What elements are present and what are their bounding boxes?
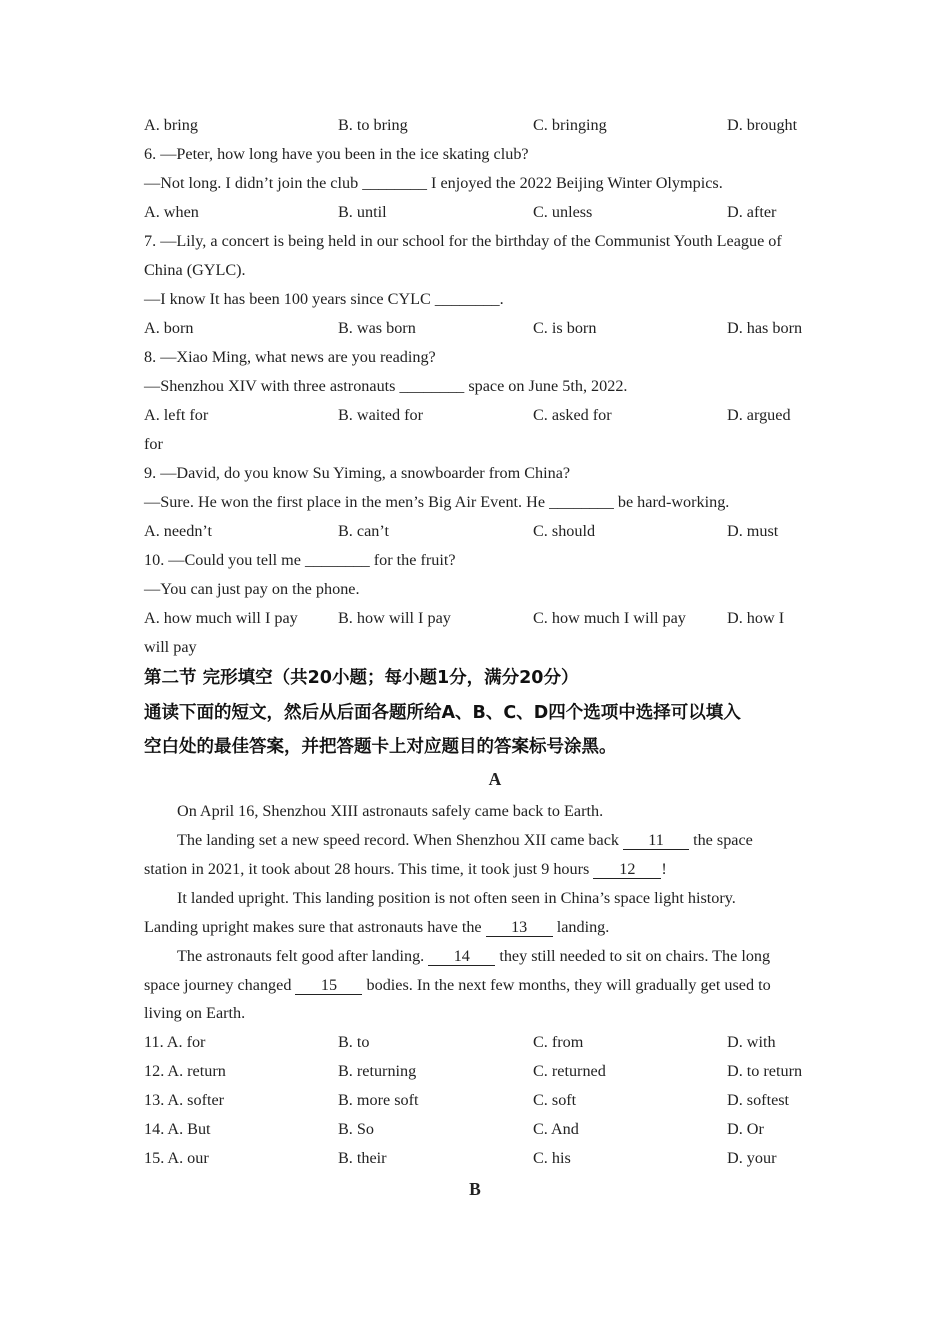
q5-option-a[interactable]: A. bring <box>144 116 198 134</box>
q10-option-c[interactable]: C. how much I will pay <box>533 609 686 627</box>
q8-option-c[interactable]: C. asked for <box>533 406 612 424</box>
passage-a-title: A <box>488 769 502 789</box>
q6-option-a[interactable]: A. when <box>144 203 199 221</box>
p4-text-3: space journey changed <box>144 976 296 994</box>
q11-option-c[interactable]: C. from <box>533 1033 584 1051</box>
q6-blank: ________ <box>362 174 427 192</box>
q10-options <box>144 608 824 628</box>
q7-question-line1: 7. —Lily, a concert is being held in our school for the birthday of the Communist Youth League of <box>144 232 782 250</box>
p2-text-2: the space <box>689 831 753 849</box>
q7-text-before: —I know It has been 100 years since CYLC <box>144 290 435 308</box>
passage-a-p1: On April 16, Shenzhou XIII astronauts safely came back to Earth. <box>177 802 604 820</box>
q12-option-c[interactable]: C. returned <box>533 1062 606 1080</box>
q11-options <box>144 1032 824 1052</box>
section-instructions-line1: 通读下面的短文，然后从后面各题所给A、B、C、D四个选项中选择可以填入 <box>144 703 741 723</box>
q12-option-a[interactable]: 12. A. return <box>144 1062 226 1080</box>
q8-option-a[interactable]: A. left for <box>144 406 209 424</box>
q12-options <box>144 1061 824 1081</box>
blank-14[interactable]: 14 <box>428 947 495 966</box>
q10-option-d-wrap: will pay <box>144 638 197 656</box>
q10-option-a[interactable]: A. how much will I pay <box>144 609 298 627</box>
q6-option-b[interactable]: B. until <box>338 203 387 221</box>
q10-option-d[interactable]: D. how I <box>727 609 785 627</box>
q5-options <box>144 115 824 135</box>
q8-text-after: space on June 5th, 2022. <box>464 377 628 395</box>
q15-option-b[interactable]: B. their <box>338 1149 387 1167</box>
q9-question: 9. —David, do you know Su Yiming, a snowboarder from China? <box>144 464 571 482</box>
q15-option-a[interactable]: 15. A. our <box>144 1149 209 1167</box>
q6-options <box>144 202 824 222</box>
q14-option-b[interactable]: B. So <box>338 1120 374 1138</box>
passage-b-title: B <box>469 1179 481 1199</box>
q7-blank: ________ <box>434 290 500 308</box>
section-heading: 第二节 完形填空（共20小题；每小题1分，满分20分） <box>144 668 579 688</box>
q9-text-before: —Sure. He won the first place in the men’s Big Air Event. He <box>144 493 550 511</box>
q9-answer-line <box>144 492 729 512</box>
passage-a-p4-line3: living on Earth. <box>144 1004 246 1022</box>
section-instructions-line2: 空白处的最佳答案，并把答题卡上对应题目的答案标号涂黑。 <box>144 737 617 757</box>
q7-answer-line <box>144 289 504 309</box>
q6-text-after: I enjoyed the 2022 Beijing Winter Olympics. <box>426 174 723 192</box>
q11-option-d[interactable]: D. with <box>727 1033 776 1051</box>
q11-option-a[interactable]: 11. A. for <box>144 1033 206 1051</box>
q7-option-a[interactable]: A. born <box>144 319 194 337</box>
q6-option-d[interactable]: D. after <box>727 203 777 221</box>
q14-options <box>144 1119 824 1139</box>
p3-text-1: Landing upright makes sure that astronauts have the <box>144 918 486 936</box>
q7-option-c[interactable]: C. is born <box>533 319 597 337</box>
q13-option-c[interactable]: C. soft <box>533 1091 577 1109</box>
q11-option-b[interactable]: B. to <box>338 1033 370 1051</box>
q8-option-d-wrap: for <box>144 435 163 453</box>
q9-options <box>144 521 824 541</box>
q5-option-c[interactable]: C. bringing <box>533 116 607 134</box>
q10-blank: ________ <box>304 551 370 569</box>
q14-option-c[interactable]: C. And <box>533 1120 579 1138</box>
q13-options <box>144 1090 824 1110</box>
q9-option-a[interactable]: A. needn’t <box>144 522 213 540</box>
q14-option-a[interactable]: 14. A. But <box>144 1120 211 1138</box>
q8-text-before: —Shenzhou XIV with three astronauts <box>144 377 400 395</box>
q8-question: 8. —Xiao Ming, what news are you reading? <box>144 348 436 366</box>
q10-question <box>144 550 456 570</box>
q10-option-b[interactable]: B. how will I pay <box>338 609 451 627</box>
q8-blank: ________ <box>399 377 465 395</box>
q15-option-c[interactable]: C. his <box>533 1149 571 1167</box>
q8-options <box>144 405 824 425</box>
p3-text-2: landing. <box>552 918 610 936</box>
blank-15[interactable]: 15 <box>295 976 362 995</box>
q7-option-d[interactable]: D. has born <box>727 319 803 337</box>
q9-text-after: be hard-working. <box>613 493 730 511</box>
q14-option-d[interactable]: D. Or <box>727 1120 764 1138</box>
q12-option-b[interactable]: B. returning <box>338 1062 417 1080</box>
q9-option-b[interactable]: B. can’t <box>338 522 389 540</box>
q9-blank: ________ <box>549 493 614 511</box>
passage-a-p3-line1: It landed upright. This landing position is not often seen in China’s space light history. <box>177 889 736 907</box>
q15-option-d[interactable]: D. your <box>727 1149 777 1167</box>
q6-option-c[interactable]: C. unless <box>533 203 593 221</box>
q10-text-before: 10. —Could you tell me <box>144 551 305 569</box>
q10-text-after: for the fruit? <box>369 551 456 569</box>
q13-option-d[interactable]: D. softest <box>727 1091 790 1109</box>
q15-options <box>144 1148 824 1168</box>
q8-option-b[interactable]: B. waited for <box>338 406 423 424</box>
passage-a-p2-line1 <box>177 830 753 850</box>
p2-text-4: ! <box>661 860 667 878</box>
q12-option-d[interactable]: D. to return <box>727 1062 803 1080</box>
q13-option-b[interactable]: B. more soft <box>338 1091 419 1109</box>
q9-option-d[interactable]: D. must <box>727 522 779 540</box>
p2-text-3: station in 2021, it took about 28 hours. This time, it took just 9 hours <box>144 860 594 878</box>
q5-option-d[interactable]: D. brought <box>727 116 798 134</box>
q7-question-line2: China (GYLC). <box>144 261 246 279</box>
blank-11[interactable]: 11 <box>623 831 689 850</box>
blank-13[interactable]: 13 <box>486 918 553 937</box>
passage-a-p4-line2 <box>144 975 771 995</box>
passage-a-p2-line2 <box>144 859 667 879</box>
q6-text-before: —Not long. I didn’t join the club <box>144 174 363 192</box>
q6-answer-line <box>144 173 723 193</box>
q8-answer-line <box>144 376 627 396</box>
q9-option-c[interactable]: C. should <box>533 522 596 540</box>
p4-text-1: The astronauts felt good after landing. <box>177 947 429 965</box>
q13-option-a[interactable]: 13. A. softer <box>144 1091 225 1109</box>
q7-options <box>144 318 824 338</box>
q5-option-b[interactable]: B. to bring <box>338 116 408 134</box>
passage-a-p3-line2 <box>144 917 609 937</box>
passage-a-p4-line1 <box>177 946 770 966</box>
p4-text-4: bodies. In the next few months, they will gradually get used to <box>362 976 771 994</box>
p2-text-1: The landing set a new speed record. When Shenzhou XII came back <box>177 831 624 849</box>
blank-12[interactable]: 12 <box>593 860 661 879</box>
q7-option-b[interactable]: B. was born <box>338 319 416 337</box>
q6-question: 6. —Peter, how long have you been in the ice skating club? <box>144 145 529 163</box>
q10-answer-line: —You can just pay on the phone. <box>144 580 360 598</box>
p4-text-2: they still needed to sit on chairs. The long <box>495 947 771 965</box>
q7-text-after: . <box>499 290 504 308</box>
q8-option-d[interactable]: D. argued <box>727 406 791 424</box>
